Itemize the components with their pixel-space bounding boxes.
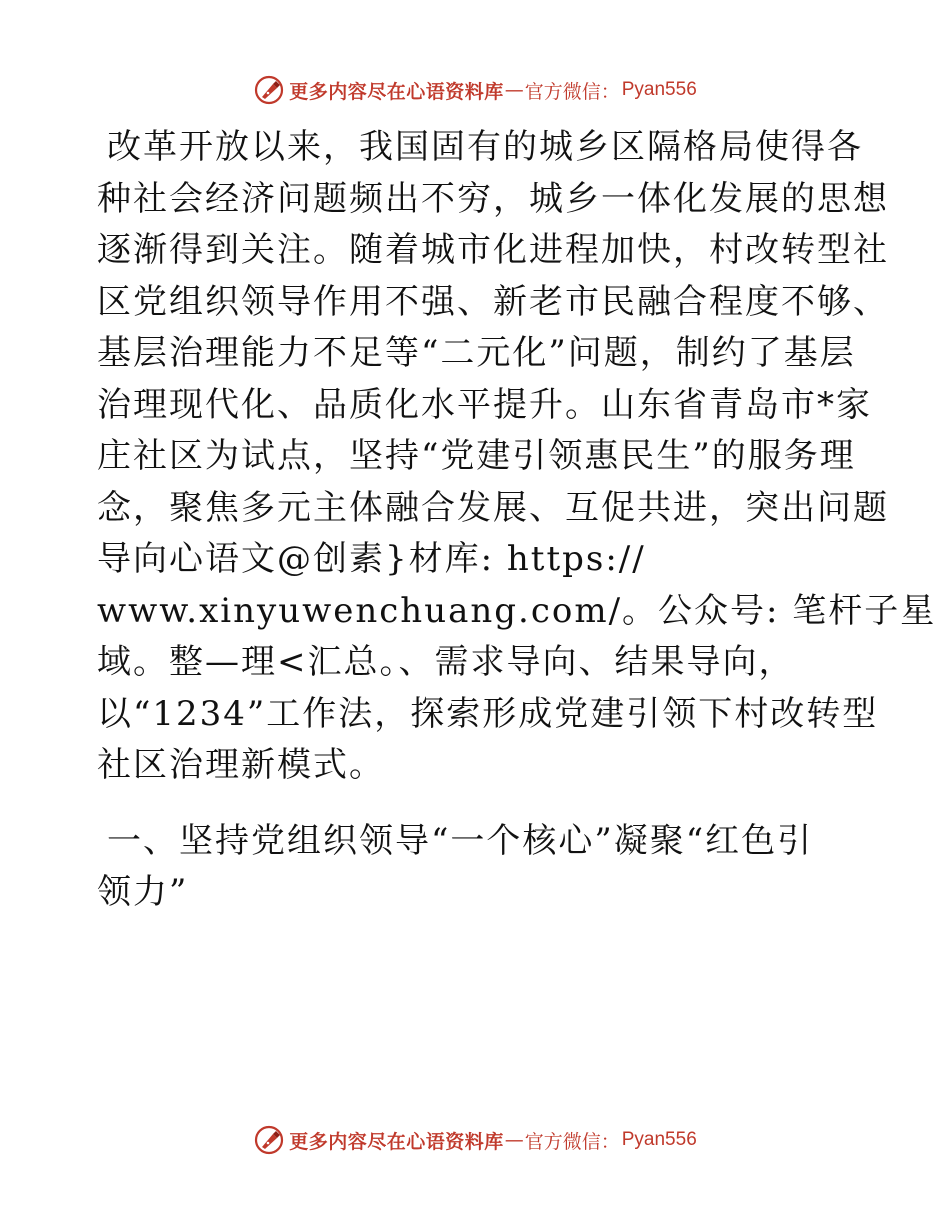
paragraph-line: 导向心语文@创素}材库: https:// (97, 539, 646, 579)
pen-nib-logo-icon (253, 1124, 285, 1156)
paragraph-line: 逐渐得到关注。随着城市化进程加快，村改转型社 (97, 230, 889, 270)
section-heading-line: 一、坚持党组织领导“一个核心”凝聚“红色引 (107, 820, 814, 861)
pen-nib-logo-icon (253, 74, 285, 106)
watermark-wechat-label: 官方微信： (524, 1130, 620, 1153)
paragraph-line: 社区治理新模式。 (97, 745, 385, 785)
watermark-separator: — (504, 1129, 524, 1151)
paragraph-line: 基层治理能力不足等“二元化”问题，制约了基层 (97, 333, 856, 373)
document-body (97, 122, 937, 919)
paragraph-line: 以“1234”工作法，探索形成党建引领下村改转型 (97, 693, 879, 734)
watermark-main-text: 更多内容尽在心语资料库 (289, 1130, 504, 1153)
watermark-wechat-id: Pyan556 (621, 79, 697, 100)
paragraph-line: 庄社区为试点，坚持“党建引领惠民生”的服务理 (97, 436, 856, 476)
section-heading-line: 领力” (97, 872, 189, 912)
paragraph-line: 区党组织领导作用不强、新老市民融合程度不够、 (97, 281, 889, 322)
paragraph-line: 改革开放以来，我国固有的城乡区隔格局使得各 (107, 127, 863, 167)
paragraph-line: www.xinyuwenchuang.com/。公众号: 笔杆子星 (97, 590, 937, 631)
paragraph-line: 域。整—理<汇总。、需求导向、结果导向， (97, 642, 795, 682)
watermark-wechat-label: 官方微信： (524, 80, 620, 103)
footer-watermark (0, 1120, 950, 1160)
header-watermark (0, 70, 950, 110)
watermark-main-text: 更多内容尽在心语资料库 (289, 80, 504, 103)
watermark-wechat-id: Pyan556 (621, 1129, 697, 1150)
paragraph-line: 念，聚焦多元主体融合发展、互促共进，突出问题 (97, 487, 889, 528)
paragraph-line: 治理现代化、品质化水平提升。山东省青岛市*家 (97, 384, 872, 425)
watermark-separator: — (504, 79, 524, 101)
paragraph-line: 种社会经济问题频出不穷，城乡一体化发展的思想 (97, 178, 889, 219)
